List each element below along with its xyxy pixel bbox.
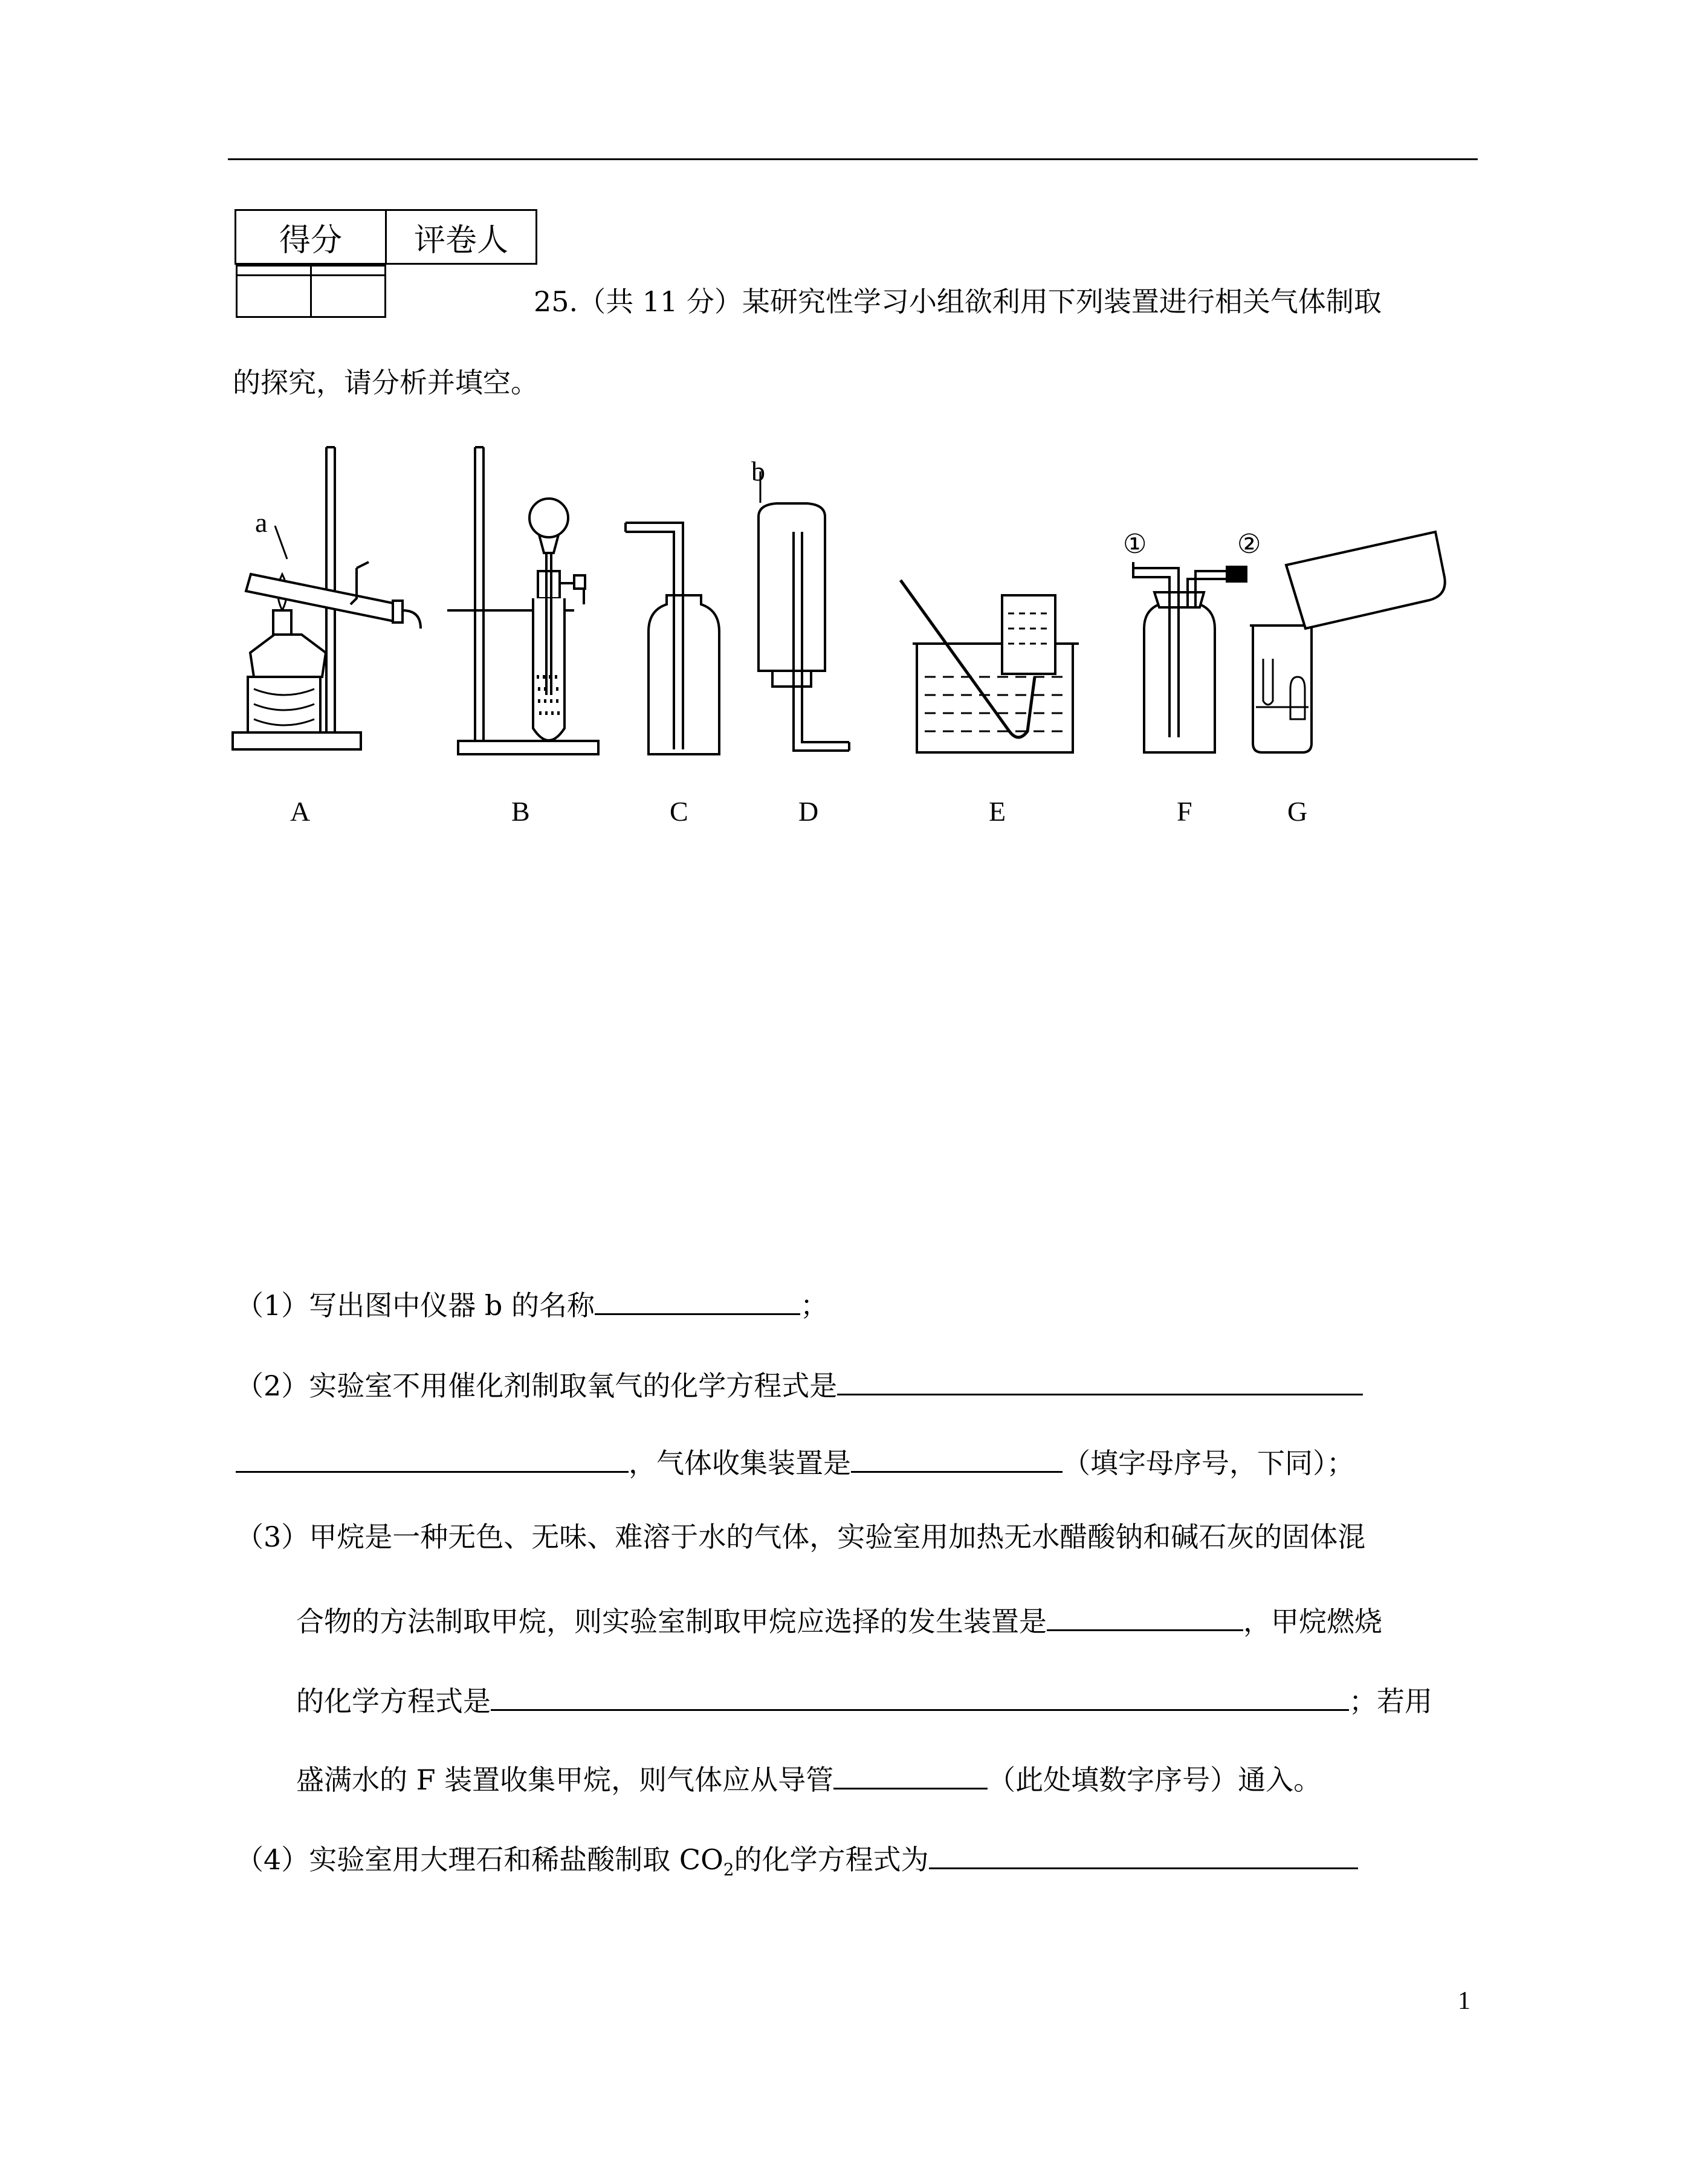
q4-line xyxy=(236,1840,1358,1878)
q2-note: （填字母序号，下同）； xyxy=(1063,1447,1354,1479)
label-A: A xyxy=(290,796,311,827)
q3-line1: （3）甲烷是一种无色、无味、难溶于水的气体，实验室用加热无水醋酸钠和碱石灰的固体混 xyxy=(236,1521,1366,1553)
q1-text: （1）写出图中仪器 b 的名称 xyxy=(236,1289,595,1322)
label-a-pointer: a xyxy=(255,507,268,538)
score-table xyxy=(235,209,537,279)
apparatus-f xyxy=(1133,562,1246,752)
q4-text: （4）实验室用大理石和稀盐酸制取 CO xyxy=(236,1843,723,1876)
question-intro-line1: 25.（共 11 分）某研究性学习小组欲利用下列装置进行相关气体制取 xyxy=(534,285,1382,318)
apparatus-d xyxy=(759,471,849,751)
q3-equation-blank[interactable] xyxy=(491,1681,1349,1711)
page-number: 1 xyxy=(1458,1987,1470,2015)
label-E: E xyxy=(989,796,1006,827)
apparatus-a xyxy=(233,447,421,749)
q2-equation-blank-2[interactable] xyxy=(236,1443,629,1473)
q3-apparatus-blank[interactable] xyxy=(1047,1602,1243,1631)
q2-text: （2）实验室不用催化剂制取氧气的化学方程式是 xyxy=(236,1369,838,1402)
score-header: 得分 xyxy=(236,210,386,264)
apparatus-figure xyxy=(224,435,1481,834)
apparatus-e xyxy=(901,580,1079,752)
grader-header: 评卷人 xyxy=(386,210,537,264)
q3-text-3: ，甲烷燃烧 xyxy=(1243,1605,1382,1638)
score-cell[interactable] xyxy=(236,266,311,317)
q2-collect-text: ，气体收集装置是 xyxy=(629,1447,851,1479)
q2-equation-blank-1[interactable] xyxy=(837,1366,1363,1395)
q3-line2 xyxy=(296,1602,1382,1638)
label-G: G xyxy=(1287,796,1308,827)
label-C: C xyxy=(670,796,688,827)
q3-text-4: 的化学方程式是 xyxy=(296,1685,491,1718)
q3-line3 xyxy=(296,1681,1432,1718)
apparatus-b xyxy=(447,447,598,754)
q2-line1 xyxy=(236,1366,1363,1400)
label-D: D xyxy=(798,796,819,827)
q4-subscript: 2 xyxy=(723,1860,734,1880)
q3-text-5: ；若用 xyxy=(1349,1685,1432,1718)
question-intro-line2: 的探究，请分析并填空。 xyxy=(233,366,539,399)
label-b-pointer: b xyxy=(751,456,765,487)
q4-text-2: 的化学方程式为 xyxy=(734,1843,929,1876)
grader-cell[interactable] xyxy=(311,266,385,317)
q3-line4 xyxy=(296,1760,1321,1794)
q1-end: ； xyxy=(800,1289,828,1322)
q3-text-2: 合物的方法制取甲烷，则实验室制取甲烷应选择的发生装置是 xyxy=(296,1605,1047,1638)
apparatus-g xyxy=(1250,532,1445,752)
q2-collect-blank[interactable] xyxy=(851,1443,1063,1473)
q1-line xyxy=(236,1285,828,1322)
q4-equation-blank[interactable] xyxy=(929,1840,1358,1869)
q3-text-7: （此处填数字序号）通入。 xyxy=(988,1764,1322,1796)
port-1-label: ① xyxy=(1123,529,1147,560)
q3-text-6: 盛满水的 F 装置收集甲烷，则气体应从导管 xyxy=(296,1764,834,1796)
q2-line2 xyxy=(236,1443,1354,1477)
q1-answer-blank[interactable] xyxy=(595,1285,800,1315)
header-rule xyxy=(228,158,1478,160)
apparatus-c xyxy=(626,523,719,754)
q3-port-blank[interactable] xyxy=(833,1760,988,1789)
label-F: F xyxy=(1177,796,1192,827)
port-2-label: ② xyxy=(1237,529,1261,560)
label-B: B xyxy=(511,796,530,827)
